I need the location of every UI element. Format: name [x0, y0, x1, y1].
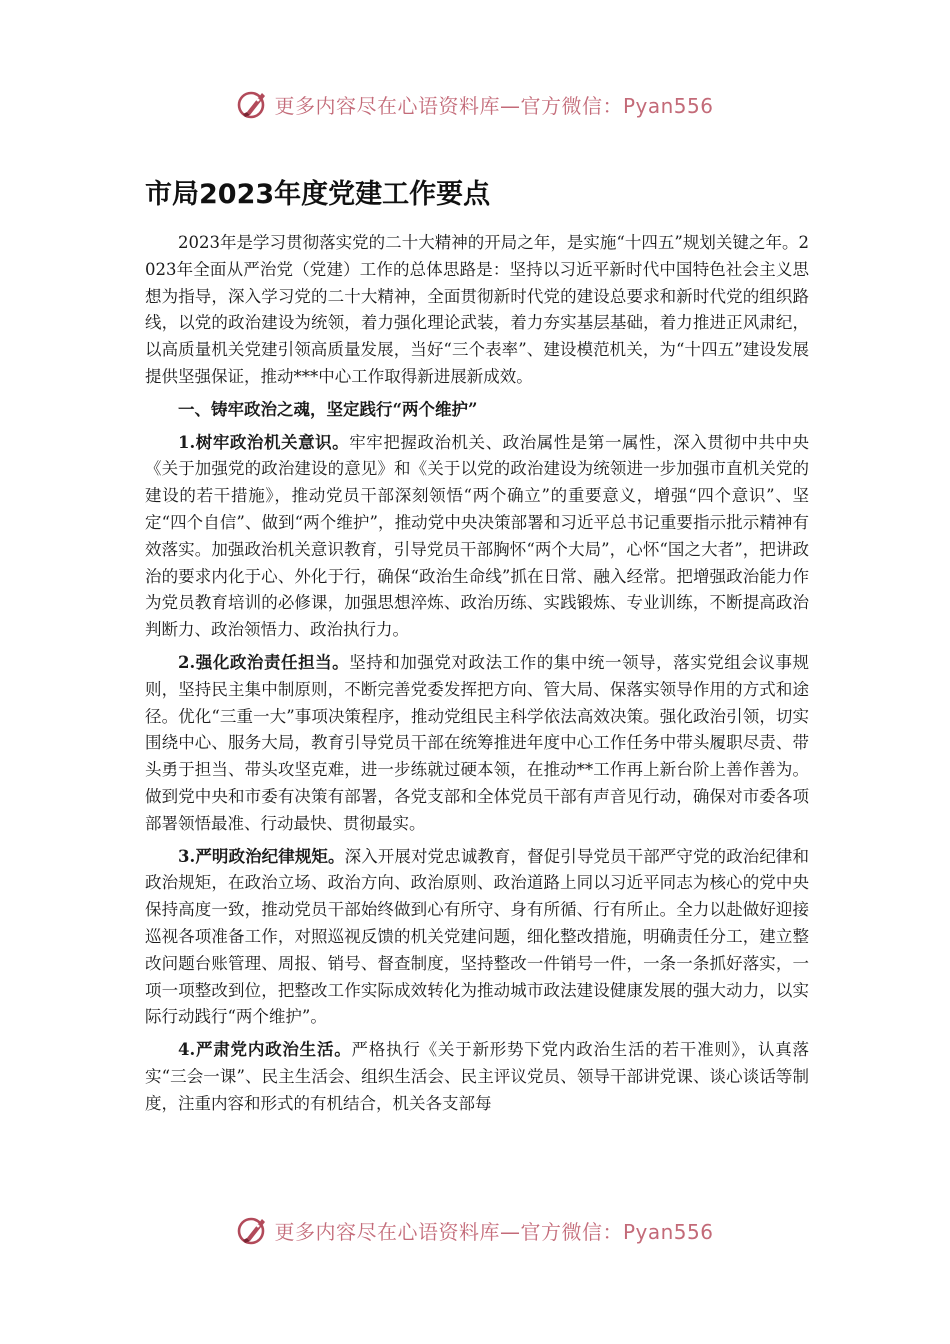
item-body-3: 深入开展对党忠诚教育，督促引导党员干部严守党的政治纪律和政治规矩，在政治立场、政治方向、政治原则、政治道路上同以习近平同志为核心的党中央保持高度一致，推动党员干部始终做到心有所守、身有所循、行有所止。全力以赴做好迎接巡视各项准备工作，对照巡视反馈的机关党建问题，细化整改措施，明确责任分工，建立整改问题台账管理、周报、销号、督查制度，坚持整改一件销号一件，一条一条抓好落实，一项一项整改到位，把整改工作实际成效转化为推动城市政法建设健康发展的强大动力，以实际行动践行“两个维护”。 [145, 846, 809, 1027]
item-paragraph-2 [145, 650, 809, 838]
item-paragraph-4 [145, 1037, 809, 1117]
footer-watermark-banner [0, 1210, 950, 1250]
pen-nib-logo-icon [236, 87, 270, 121]
document-title: 市局2023年度党建工作要点 [145, 179, 491, 210]
item-lead-3: 3.严明政治纪律规矩。 [178, 846, 345, 866]
document-body [145, 230, 809, 1124]
intro-paragraph: 2023年是学习贯彻落实党的二十大精神的开局之年，是实施“十四五”规划关键之年。2023年全面从严治党（党建）工作的总体思路是：坚持以习近平新时代中国特色社会主义思想为指导，深入学习党的二十大精神，全面贯彻新时代党的建设总要求和新时代党的组织路线，以党的政治建设为统领，着力强化理论武装，着力夯实基层基础，着力推进正风肃纪，以高质量机关党建引领高质量发展，当好“三个表率”、建设模范机关，为“十四五”建设发展提供坚强保证，推动***中心工作取得新进展新成效。 [145, 233, 809, 386]
watermark-text: 更多内容尽在心语资料库—官方微信：Pyan556 [274, 1219, 714, 1244]
item-lead-4: 4.严肃党内政治生活。 [178, 1040, 352, 1060]
pen-nib-logo-icon [236, 1213, 270, 1247]
item-paragraph-3 [145, 844, 809, 1032]
item-paragraph-1 [145, 430, 809, 644]
item-lead-2: 2.强化政治责任担当。 [178, 652, 350, 672]
header-watermark-banner [0, 84, 950, 124]
section-heading-1: 一、铸牢政治之魂，坚定践行“两个维护” [178, 399, 478, 419]
item-lead-1: 1.树牢政治机关意识。 [178, 432, 350, 452]
item-body-1: 牢牢把握政治机关、政治属性是第一属性，深入贯彻中共中央《关于加强党的政治建设的意见》和《关于以党的政治建设为统领进一步加强市直机关党的建设的若干措施》，推动党员干部深刻领悟“两个确立”的重要意义，增强“四个意识”、坚定“四个自信”、做到“两个维护”，推动党中央决策部署和习近平总书记重要指示批示精神有效落实。加强政治机关意识教育，引导党员干部胸怀“两个大局”，心怀“国之大者”，把讲政治的要求内化于心、外化于行，确保“政治生命线”抓在日常、融入经常。把增强政治能力作为党员教育培训的必修课，加强思想淬炼、政治历练、实践锻炼、专业训练，不断提高政治判断力、政治领悟力、政治执行力。 [145, 432, 809, 640]
item-body-2: 坚持和加强党对政法工作的集中统一领导，落实党组会议事规则，坚持民主集中制原则，不断完善党委发挥把方向、管大局、保落实领导作用的方式和途径。优化“三重一大”事项决策程序，推动党组民主科学依法高效决策。强化政治引领，切实围绕中心、服务大局，教育引导党员干部在统筹推进年度中心工作任务中带头履职尽责、带头勇于担当、带头攻坚克难，进一步练就过硬本领，在推动**工作再上新台阶上善作善为。做到党中央和市委有决策有部署，各党支部和全体党员干部有声音见行动，确保对市委各项部署领悟最准、行动最快、贯彻最实。 [145, 652, 809, 833]
watermark-text: 更多内容尽在心语资料库—官方微信：Pyan556 [274, 93, 714, 118]
item-body-4: 严格执行《关于新形势下党内政治生活的若干准则》，认真落实“三会一课”、民主生活会、组织生活会、民主评议党员、领导干部讲党课、谈心谈话等制度，注重内容和形式的有机结合，机关各支部每 [145, 1040, 809, 1113]
